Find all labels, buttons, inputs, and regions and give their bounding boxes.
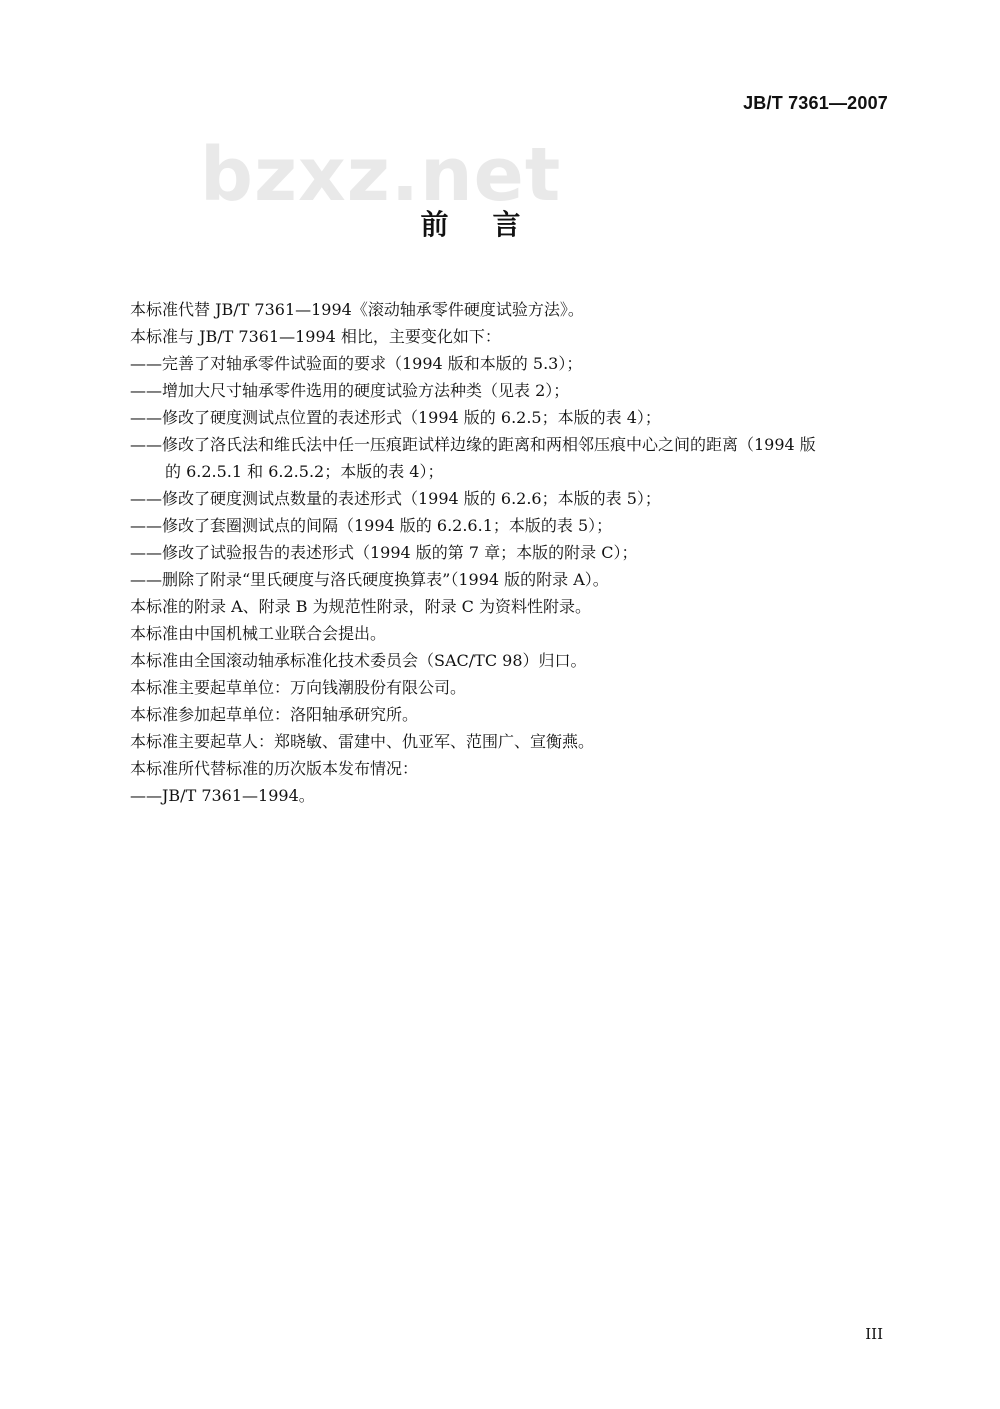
standard-code: JB/T 7361—2007: [743, 93, 888, 113]
list-item: ——修改了硬度测试点数量的表述形式（1994 版的 6.2.6；本版的表 5）；: [130, 489, 661, 508]
list-item: ——JB/T 7361—1994。: [130, 786, 315, 805]
list-item: ——修改了硬度测试点位置的表述形式（1994 版的 6.2.5；本版的表 4）；: [130, 408, 661, 427]
paragraph-line: 本标准代替 JB/T 7361—1994《滚动轴承零件硬度试验方法》。: [130, 300, 584, 319]
list-item: ——修改了洛氏法和维氏法中任一压痕距试样边缘的距离和两相邻压痕中心之间的距离（1994 版: [130, 435, 816, 454]
page-number: III: [865, 1325, 883, 1343]
list-item-continuation: 的 6.2.5.1 和 6.2.5.2；本版的表 4）；: [165, 462, 444, 481]
paragraph-line: 本标准所代替标准的历次版本发布情况：: [130, 759, 419, 778]
paragraph-line: 本标准与 JB/T 7361—1994 相比，主要变化如下：: [130, 327, 501, 346]
list-item: ——删除了附录“里氏硬度与洛氏硬度换算表”（1994 版的附录 A）。: [130, 570, 609, 589]
paragraph-line: 本标准由中国机械工业联合会提出。: [130, 624, 387, 643]
paragraph-line: 本标准主要起草单位：万向钱潮股份有限公司。: [130, 678, 467, 697]
watermark: bzxz.net: [200, 132, 562, 218]
list-item: ——增加大尺寸轴承零件选用的硬度试验方法种类（见表 2）；: [130, 381, 570, 400]
paragraph-line: 本标准由全国滚动轴承标准化技术委员会（SAC/TC 98）归口。: [130, 651, 587, 670]
paragraph-line: 本标准的附录 A、附录 B 为规范性附录，附录 C 为资料性附录。: [130, 597, 591, 616]
list-item: ——修改了试验报告的表述形式（1994 版的第 7 章；本版的附录 C）；: [130, 543, 638, 562]
paragraph-line: 本标准参加起草单位：洛阳轴承研究所。: [130, 705, 419, 724]
paragraph-line: 本标准主要起草人：郑晓敏、雷建中、仇亚军、范围广、宣衡燕。: [130, 732, 595, 751]
list-item: ——完善了对轴承零件试验面的要求（1994 版和本版的 5.3）；: [130, 354, 583, 373]
page-title: 前言: [420, 208, 565, 241]
preface-body: [130, 296, 890, 809]
list-item: ——修改了套圈测试点的间隔（1994 版的 6.2.6.1；本版的表 5）；: [130, 516, 613, 535]
